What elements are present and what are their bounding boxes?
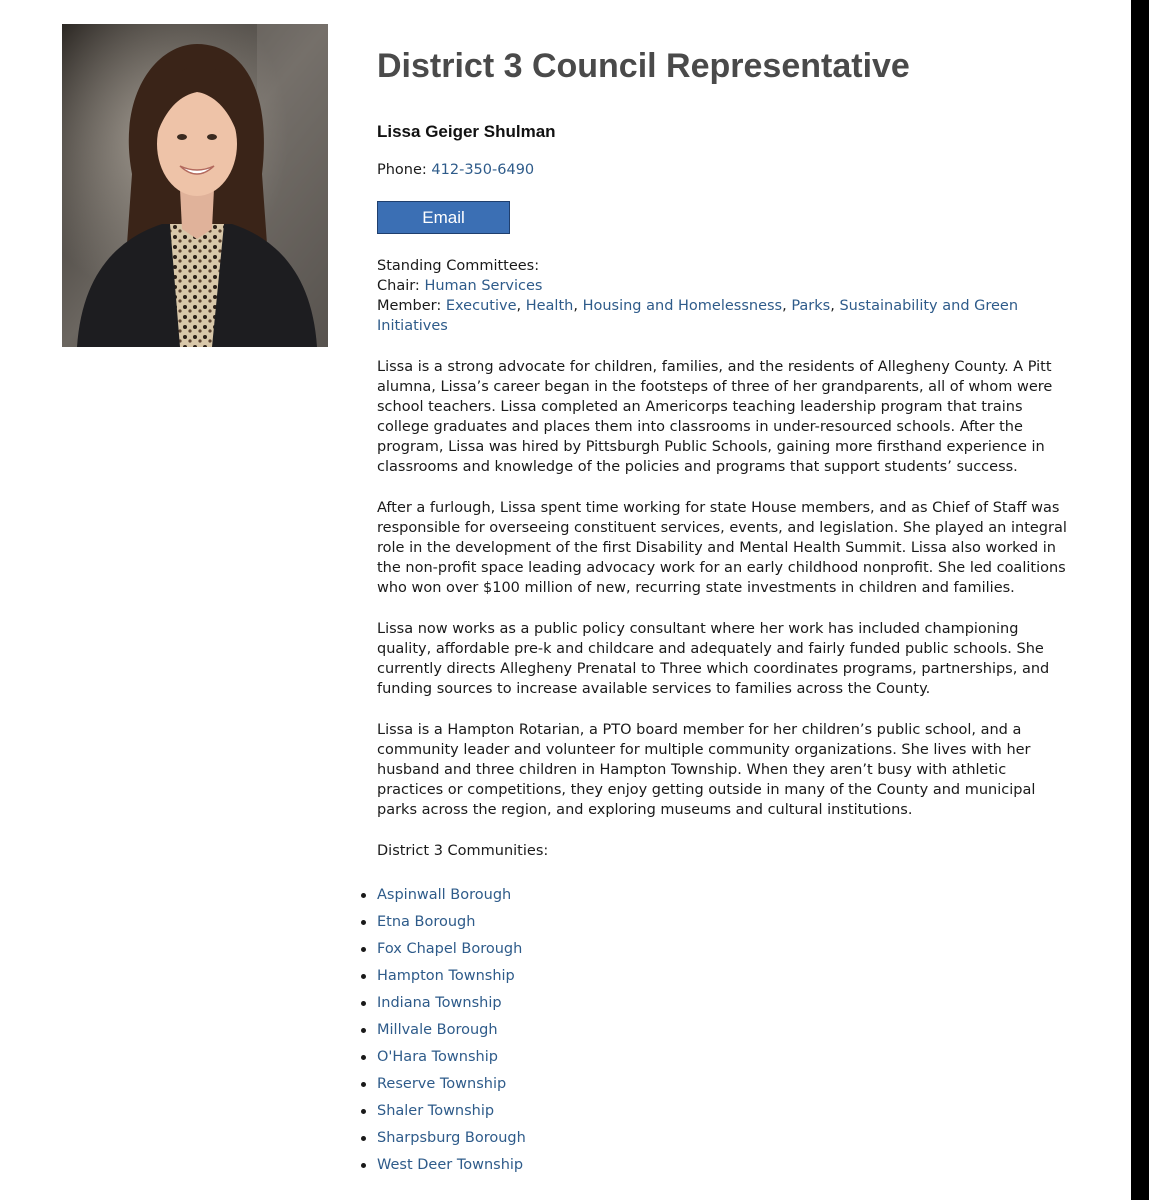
list-item: [377, 885, 1067, 912]
phone-link[interactable]: 412-350-6490: [431, 162, 535, 178]
community-link[interactable]: Millvale Borough: [377, 1022, 498, 1038]
member-line: Member: Executive, Health, Housing and Homelessness, Parks, Sustainability and Green Initiatives: [377, 298, 1019, 334]
chair-label: Chair:: [377, 278, 420, 294]
list-item: [377, 993, 1067, 1020]
page-title: District 3 Council Representative: [377, 47, 910, 85]
list-item: [377, 966, 1067, 993]
community-link[interactable]: West Deer Township: [377, 1157, 524, 1173]
community-link[interactable]: Indiana Township: [377, 995, 502, 1011]
community-link[interactable]: Shaler Township: [377, 1103, 495, 1119]
community-link[interactable]: Sharpsburg Borough: [377, 1130, 526, 1146]
community-link[interactable]: Reserve Township: [377, 1076, 507, 1092]
representative-photo: [62, 24, 328, 347]
phone-label: Phone:: [377, 162, 427, 178]
main-content: [377, 40, 1067, 1182]
list-item: [377, 1047, 1067, 1074]
list-item: [377, 912, 1067, 939]
window-edge: [1131, 0, 1149, 1200]
community-link[interactable]: Aspinwall Borough: [377, 887, 512, 903]
communities-heading: District 3 Communities:: [377, 843, 549, 859]
list-item: [377, 1101, 1067, 1128]
list-item: [377, 1128, 1067, 1155]
committee-link-parks[interactable]: Parks: [791, 298, 831, 314]
bio-paragraph: Lissa is a Hampton Rotarian, a PTO board member for her children’s public school, and a community leader and volunteer for multiple community organizations. She lives with her husband and three children in Hampton Township. When they aren’t busy with athletic practices or competitions, they enjoy getting outside in many of the County and municipal parks across the region, and exploring museums and cultural institutions.: [377, 722, 1036, 818]
committee-link-human-services[interactable]: Human Services: [424, 278, 543, 294]
committee-link-sustainability[interactable]: Sustainability and Green Initiatives: [377, 298, 1019, 334]
committee-link-executive[interactable]: Executive: [445, 298, 517, 314]
chair-line: [377, 276, 1067, 296]
email-button[interactable]: Email: [377, 201, 510, 234]
bio-paragraph: After a furlough, Lissa spent time working for state House members, and as Chief of Staff was responsible for overseeing constituent services, events, and legislation. She played an integral role in the development of the first Disability and Mental Health Summit. Lissa also worked in the non-profit space leading advocacy work for an early childhood nonprofit. She led coalitions who won over $100 million of new, recurring state investments in children and families.: [377, 500, 1067, 596]
community-link[interactable]: Fox Chapel Borough: [377, 941, 523, 957]
list-item: [377, 1155, 1067, 1182]
community-link[interactable]: Etna Borough: [377, 914, 476, 930]
list-item: [377, 1020, 1067, 1047]
member-label: Member:: [377, 298, 442, 314]
bio-paragraph: Lissa now works as a public policy consultant where her work has included championing quality, affordable pre-k and childcare and adequately and fairly funded public schools. She currently directs Allegheny Prenatal to Three which coordinates programs, partnerships, and funding sources to increase available services to families across the County.: [377, 621, 1050, 697]
representative-name: Lissa Geiger Shulman: [377, 122, 556, 141]
committee-link-health[interactable]: Health: [525, 298, 574, 314]
committee-link-housing[interactable]: Housing and Homelessness: [582, 298, 783, 314]
bio-paragraph: Lissa is a strong advocate for children, families, and the residents of Allegheny County. A Pitt alumna, Lissa’s career began in the footsteps of three of her grandparents, all of whom were school teachers. Lissa completed an Americorps teaching leadership program that trains college graduates and places them into classrooms in under-resourced schools. After the program, Lissa was hired by Pittsburgh Public Schools, gaining more firsthand experience in classrooms and knowledge of the policies and programs that support students’ success.: [377, 359, 1053, 475]
standing-committees: [377, 256, 1067, 336]
list-item: [377, 939, 1067, 966]
committees-heading: Standing Committees:: [377, 258, 540, 274]
list-item: [377, 1074, 1067, 1101]
community-link[interactable]: O'Hara Township: [377, 1049, 498, 1065]
phone-line: [377, 160, 1067, 180]
communities-list: [377, 885, 1067, 1182]
community-link[interactable]: Hampton Township: [377, 968, 515, 984]
